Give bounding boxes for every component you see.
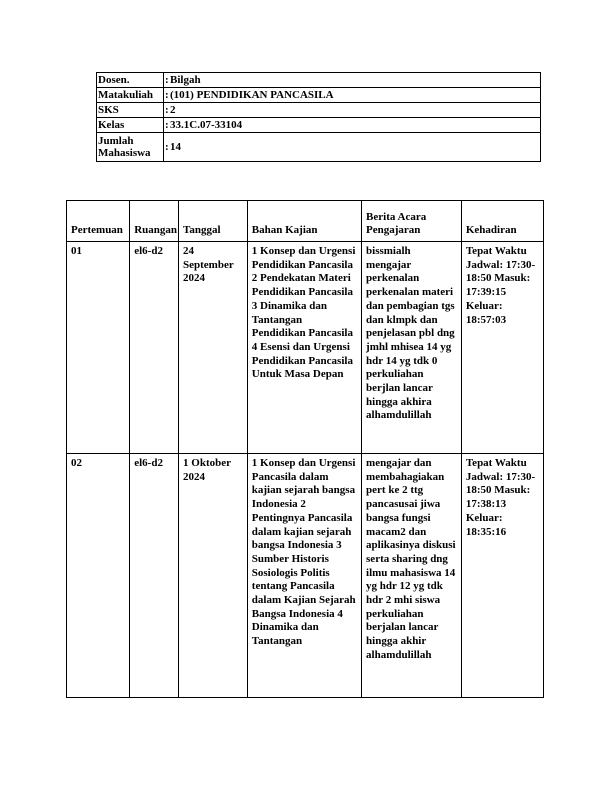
info-separator: : bbox=[164, 133, 171, 162]
cell-tanggal: 1 Oktober 2024 bbox=[179, 454, 248, 698]
info-value-jumlah-mahasiswa: 14 bbox=[170, 133, 541, 162]
cell-pertemuan: 02 bbox=[67, 454, 130, 698]
info-separator: : bbox=[165, 74, 169, 86]
header-berita-acara: Berita Acara Pengajaran bbox=[362, 201, 462, 242]
cell-tanggal: 24 September 2024 bbox=[179, 242, 248, 454]
info-label-matakuliah: Matakuliah bbox=[97, 88, 164, 103]
header-pertemuan: Pertemuan bbox=[67, 201, 130, 242]
cell-bahan-kajian: 1 Konsep dan Urgensi Pendidikan Pancasila 2 Pendekatan Materi Pendidikan Pancasila 3 Dinamika dan Tantangan Pendidikan Pancasila 4 Esensi dan Urgensi Pendidikan Pancasila Untuk Masa Depan bbox=[247, 242, 361, 454]
info-value-dosen: Bilgah bbox=[170, 73, 541, 88]
info-row-kelas bbox=[97, 118, 541, 133]
cell-ruangan: el6-d2 bbox=[130, 454, 179, 698]
table-row bbox=[67, 242, 544, 454]
schedule-header-row bbox=[67, 201, 544, 242]
cell-bahan-kajian: 1 Konsep dan Urgensi Pancasila dalam kajian sejarah bangsa Indonesia 2 Pentingnya Pancasila dalam kajian sejarah bangsa Indonesia 3 Sumber Historis Sosiologis Politis tentang Pancasila dalam Kajian Sejarah Bangsa Indonesia 4 Dinamika dan Tantangan bbox=[247, 454, 361, 698]
cell-pertemuan: 01 bbox=[67, 242, 130, 454]
info-row-jumlah-mahasiswa bbox=[97, 133, 541, 162]
info-value-kelas: 33.1C.07-33104 bbox=[170, 118, 541, 133]
info-row-dosen bbox=[97, 73, 541, 88]
cell-kehadiran: Tepat Waktu Jadwal: 17:30-18:50 Masuk: 17:39:15 Keluar: 18:57:03 bbox=[461, 242, 543, 454]
info-value-sks: 2 bbox=[170, 103, 541, 118]
info-label-jumlah-mahasiswa: Jumlah Mahasiswa bbox=[97, 133, 164, 162]
header-bahan-kajian: Bahan Kajian bbox=[247, 201, 361, 242]
info-label-sks: SKS bbox=[97, 103, 164, 118]
info-separator: : bbox=[165, 104, 169, 116]
course-info-table bbox=[96, 72, 541, 162]
header-tanggal: Tanggal bbox=[179, 201, 248, 242]
info-label-kelas: Kelas bbox=[97, 118, 164, 133]
cell-berita-acara: mengajar dan membahagiakan pert ke 2 ttg pancasusai jiwa bangsa fungsi macam2 dan aplikasinya diskusi serta sharing dng ilmu mahasiswa 14 yg hdr 12 yg tdk hdr 2 mhi siswa perkuliahan berjalan lancar hingga akhir alhamdulillah bbox=[362, 454, 462, 698]
schedule-table bbox=[66, 200, 544, 698]
cell-kehadiran: Tepat Waktu Jadwal: 17:30-18:50 Masuk: 17:38:13 Keluar: 18:35:16 bbox=[461, 454, 543, 698]
table-row bbox=[67, 454, 544, 698]
info-separator: : bbox=[165, 119, 169, 131]
info-row-matakuliah bbox=[97, 88, 541, 103]
info-label-dosen: Dosen. bbox=[97, 73, 164, 88]
info-value-matakuliah: (101) PENDIDIKAN PANCASILA bbox=[170, 88, 541, 103]
header-kehadiran: Kehadiran bbox=[461, 201, 543, 242]
info-separator: : bbox=[165, 89, 169, 101]
header-ruangan: Ruangan bbox=[130, 201, 179, 242]
cell-ruangan: el6-d2 bbox=[130, 242, 179, 454]
info-row-sks bbox=[97, 103, 541, 118]
cell-berita-acara: bissmialh mengajar perkenalan perkenalan materi dan pembagian tgs dan klmpk dan penjelasan pbl dng jmhl mhisea 14 yg hdr 14 yg tdk 0 perkuliahan berjlan lancar hingga akhira alhamdulillah bbox=[362, 242, 462, 454]
